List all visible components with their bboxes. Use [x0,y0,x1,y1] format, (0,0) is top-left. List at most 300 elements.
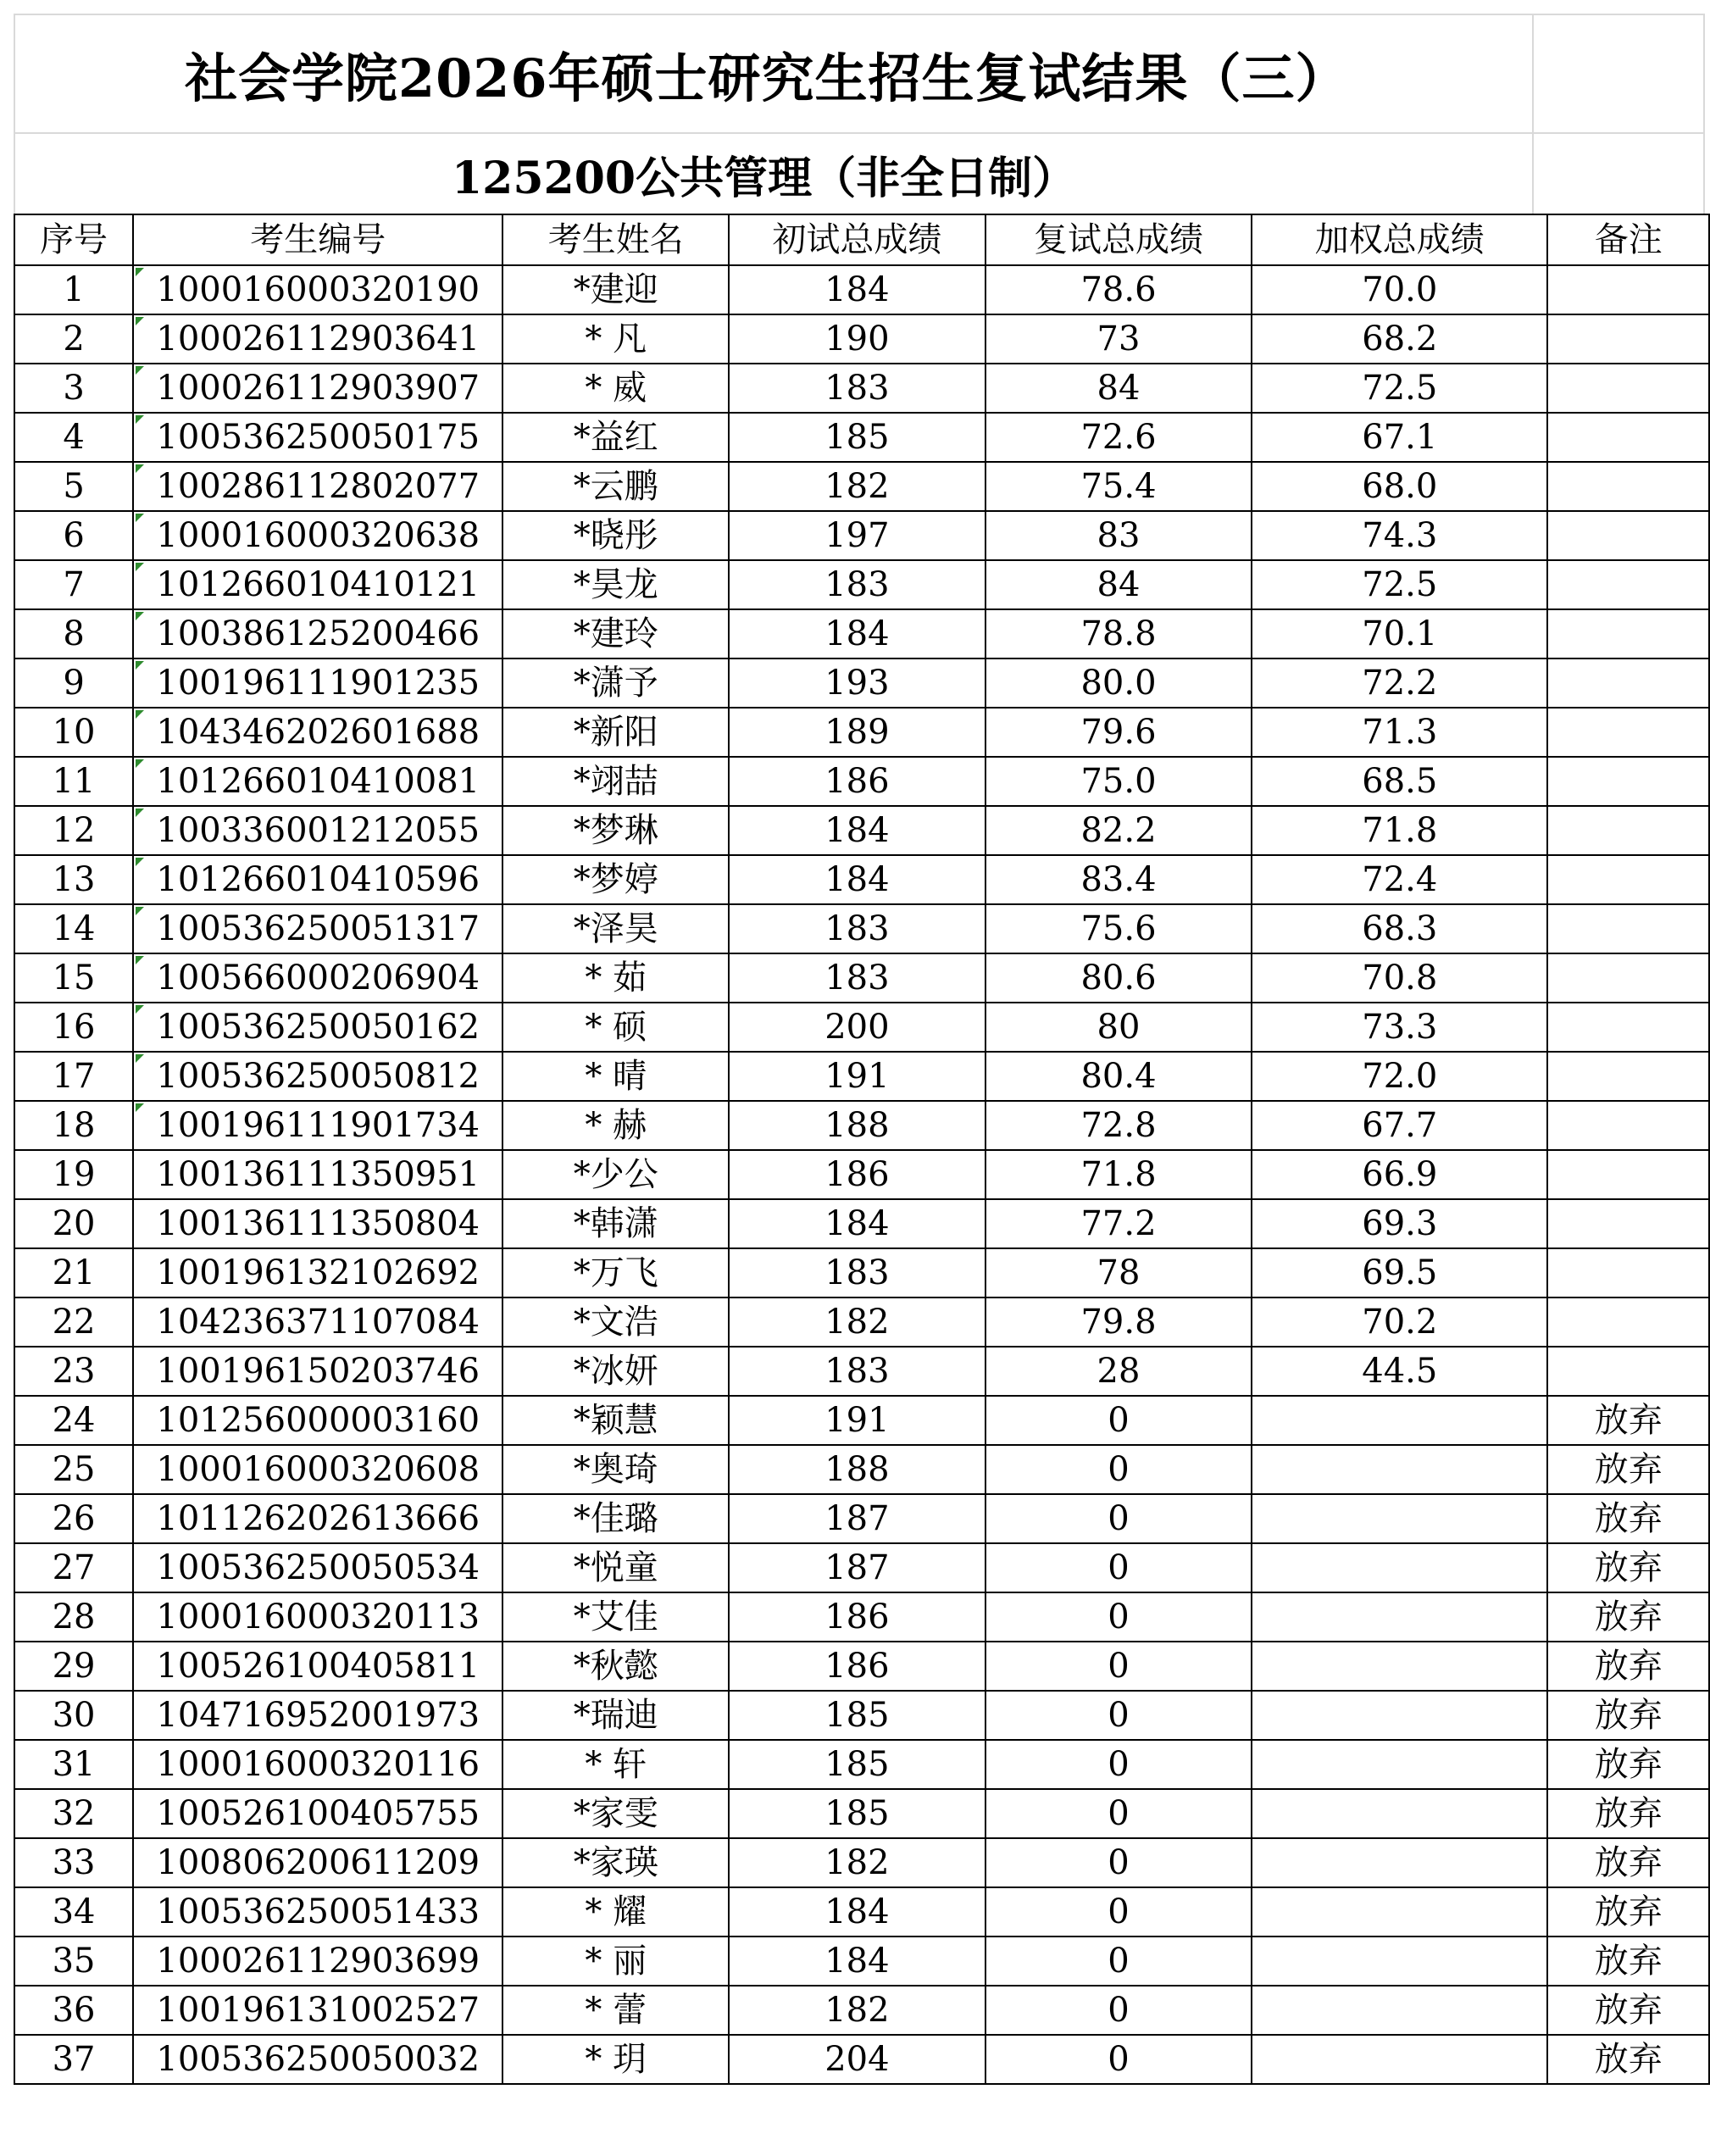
candidate-id-cell[interactable] [133,904,502,953]
candidate-id-cell[interactable] [133,1003,502,1052]
weighted-score-cell[interactable] [1252,609,1547,658]
weighted-score-cell[interactable] [1252,1199,1547,1248]
candidate-id-cell[interactable] [133,855,502,904]
note-cell[interactable] [1547,1347,1709,1396]
candidate-name-cell[interactable] [502,462,729,511]
row-number-cell[interactable] [14,1150,133,1199]
initial-score-cell[interactable] [729,609,985,658]
row-number-cell[interactable] [14,1592,133,1642]
row-number-cell[interactable] [14,1052,133,1101]
candidate-id-cell[interactable] [133,1494,502,1543]
retest-score-cell[interactable] [985,1937,1252,1986]
weighted-score-cell[interactable] [1252,708,1547,757]
table-row [14,1937,1709,1986]
weighted-score-cell[interactable] [1252,1740,1547,1789]
retest-score-cell[interactable] [985,1691,1252,1740]
note-cell[interactable] [1547,708,1709,757]
candidate-name-cell[interactable] [502,1347,729,1396]
candidate-name-cell[interactable] [502,658,729,708]
candidate-id-cell[interactable] [133,1937,502,1986]
weighted-score-cell[interactable] [1252,1592,1547,1642]
weighted-score: 68.0 [1362,467,1438,506]
note-cell[interactable] [1547,1642,1709,1691]
row-number-cell[interactable] [14,1101,133,1150]
note-cell[interactable] [1547,1199,1709,1248]
weighted-score-cell[interactable] [1252,314,1547,364]
candidate-id-cell[interactable] [133,364,502,413]
row-number-cell[interactable] [14,806,133,855]
candidate-id-cell[interactable] [133,1986,502,2035]
initial-score-cell[interactable] [729,757,985,806]
row-number-cell[interactable] [14,1691,133,1740]
candidate-name-cell[interactable] [502,904,729,953]
weighted-score-cell[interactable] [1252,1691,1547,1740]
retest-score-cell[interactable] [985,413,1252,462]
weighted-score-cell[interactable] [1252,265,1547,314]
row-number-cell[interactable] [14,609,133,658]
row-number-cell[interactable] [14,1396,133,1445]
candidate-id-cell[interactable] [133,1297,502,1347]
note-cell[interactable] [1547,1543,1709,1592]
candidate-name-cell[interactable] [502,953,729,1003]
retest-score-cell[interactable] [985,1592,1252,1642]
note-cell[interactable] [1547,1396,1709,1445]
candidate-name-cell[interactable] [502,1445,729,1494]
retest-score-cell[interactable] [985,364,1252,413]
weighted-score-cell[interactable] [1252,1003,1547,1052]
note-cell[interactable] [1547,364,1709,413]
row-number-cell[interactable] [14,265,133,314]
weighted-score-cell[interactable] [1252,462,1547,511]
table-row [14,462,1709,511]
candidate-name-cell[interactable] [502,1887,729,1937]
row-number-cell[interactable] [14,1248,133,1297]
initial-score-cell[interactable] [729,1691,985,1740]
candidate-id-cell[interactable] [133,1887,502,1937]
candidate-name-cell[interactable] [502,1150,729,1199]
candidate-id-cell[interactable] [133,1592,502,1642]
initial-score-cell[interactable] [729,2035,985,2084]
retest-score-cell[interactable] [985,1347,1252,1396]
note-cell[interactable] [1547,1986,1709,2035]
retest-score-cell[interactable] [985,1986,1252,2035]
retest-score-cell[interactable] [985,1003,1252,1052]
row-number-cell[interactable] [14,1543,133,1592]
initial-score: 183 [824,369,890,408]
note-cell[interactable] [1547,1887,1709,1937]
candidate-id: 104236371107084 [156,1303,480,1342]
text-number-warning-marker [136,268,144,276]
retest-score-cell[interactable] [985,1052,1252,1101]
retest-score-cell[interactable] [985,708,1252,757]
table-row [14,1543,1709,1592]
candidate-id-cell[interactable] [133,1691,502,1740]
note-cell[interactable] [1547,265,1709,314]
candidate-name-cell[interactable] [502,1986,729,2035]
candidate-name-cell[interactable] [502,314,729,364]
initial-score-cell[interactable] [729,413,985,462]
note-cell[interactable] [1547,1052,1709,1101]
weighted-score-cell[interactable] [1252,1789,1547,1838]
header-candidate-id[interactable]: 考生编号 [133,214,502,265]
initial-score-cell[interactable] [729,364,985,413]
note-cell[interactable] [1547,658,1709,708]
note-cell[interactable] [1547,953,1709,1003]
initial-score-cell[interactable] [729,1396,985,1445]
candidate-name-cell[interactable] [502,855,729,904]
candidate-name-cell[interactable] [502,1691,729,1740]
candidate-name-cell[interactable] [502,1494,729,1543]
candidate-name-cell[interactable] [502,1937,729,1986]
candidate-name: *秋懿 [573,1647,658,1686]
candidate-name-cell[interactable] [502,1789,729,1838]
header-retest-score[interactable]: 复试总成绩 [985,214,1252,265]
initial-score-cell[interactable] [729,1199,985,1248]
weighted-score-cell[interactable] [1252,1937,1547,1986]
retest-score-cell[interactable] [985,658,1252,708]
retest-score-cell[interactable] [985,1740,1252,1789]
retest-score-cell[interactable] [985,265,1252,314]
retest-score-cell[interactable] [985,1297,1252,1347]
note-cell[interactable] [1547,1101,1709,1150]
candidate-name-cell[interactable] [502,413,729,462]
candidate-name-cell[interactable] [502,364,729,413]
retest-score-cell[interactable] [985,1887,1252,1937]
candidate-name-cell[interactable] [502,1740,729,1789]
weighted-score-cell[interactable] [1252,1248,1547,1297]
weighted-score-cell[interactable] [1252,855,1547,904]
candidate-id-cell[interactable] [133,560,502,609]
candidate-id-cell[interactable] [133,1052,502,1101]
note-cell[interactable] [1547,1592,1709,1642]
candidate-name-cell[interactable] [502,609,729,658]
text-number-warning-marker [136,415,144,424]
weighted-score-cell[interactable] [1252,1642,1547,1691]
row-number-cell[interactable] [14,413,133,462]
initial-score-cell[interactable] [729,1789,985,1838]
candidate-id-cell[interactable] [133,1199,502,1248]
candidate-name-cell[interactable] [502,1642,729,1691]
row-number: 1 [63,270,85,309]
retest-score: 75.0 [1080,762,1157,801]
candidate-name-cell[interactable] [502,560,729,609]
weighted-score-cell[interactable] [1252,1986,1547,2035]
note-cell[interactable] [1547,1838,1709,1887]
row-number-cell[interactable] [14,1986,133,2035]
candidate-id-cell[interactable] [133,1789,502,1838]
note-cell[interactable] [1547,1003,1709,1052]
note-cell[interactable] [1547,1937,1709,1986]
retest-score: 0 [1108,1991,1130,2030]
row-number-cell[interactable] [14,1887,133,1937]
initial-score-cell[interactable] [729,314,985,364]
initial-score-cell[interactable] [729,953,985,1003]
header-initial-score[interactable]: 初试总成绩 [729,214,985,265]
note-cell[interactable] [1547,1740,1709,1789]
weighted-score-cell[interactable] [1252,1838,1547,1887]
row-number: 8 [63,614,85,653]
weighted-score-cell[interactable] [1252,413,1547,462]
retest-score-cell[interactable] [985,904,1252,953]
row-number-cell[interactable] [14,1740,133,1789]
row-number-cell[interactable] [14,855,133,904]
retest-score-cell[interactable] [985,560,1252,609]
candidate-id-cell[interactable] [133,1150,502,1199]
initial-score-cell[interactable] [729,904,985,953]
note-cell[interactable] [1547,1445,1709,1494]
row-number: 15 [52,959,96,997]
row-number-cell[interactable] [14,1789,133,1838]
retest-score-cell[interactable] [985,1642,1252,1691]
row-number-cell[interactable] [14,658,133,708]
candidate-id-cell[interactable] [133,1396,502,1445]
row-number-cell[interactable] [14,757,133,806]
candidate-id-cell[interactable] [133,708,502,757]
retest-score-cell[interactable] [985,1494,1252,1543]
retest-score-cell[interactable] [985,953,1252,1003]
note-cell[interactable] [1547,609,1709,658]
candidate-id-cell[interactable] [133,1445,502,1494]
weighted-score-cell[interactable] [1252,757,1547,806]
initial-score-cell[interactable] [729,1052,985,1101]
weighted-score-cell[interactable] [1252,658,1547,708]
candidate-id-cell[interactable] [133,658,502,708]
retest-score-cell[interactable] [985,511,1252,560]
candidate-id-cell[interactable] [133,757,502,806]
weighted-score-cell[interactable] [1252,1052,1547,1101]
candidate-name-cell[interactable] [502,806,729,855]
candidate-id-cell[interactable] [133,413,502,462]
note-cell[interactable] [1547,1248,1709,1297]
initial-score-cell[interactable] [729,1592,985,1642]
weighted-score-cell[interactable] [1252,806,1547,855]
initial-score-cell[interactable] [729,1887,985,1937]
candidate-name-cell[interactable] [502,1838,729,1887]
weighted-score-cell[interactable] [1252,953,1547,1003]
note-cell[interactable] [1547,1789,1709,1838]
retest-score-cell[interactable] [985,1150,1252,1199]
weighted-score-cell[interactable] [1252,1297,1547,1347]
candidate-name-cell[interactable] [502,1297,729,1347]
initial-score-cell[interactable] [729,1003,985,1052]
initial-score-cell[interactable] [729,1740,985,1789]
initial-score-cell[interactable] [729,1347,985,1396]
note-cell[interactable] [1547,855,1709,904]
weighted-score-cell[interactable] [1252,1445,1547,1494]
header-note[interactable]: 备注 [1547,214,1709,265]
weighted-score-cell[interactable] [1252,1101,1547,1150]
row-number-cell[interactable] [14,1838,133,1887]
weighted-score-cell[interactable] [1252,2035,1547,2084]
note-cell[interactable] [1547,1297,1709,1347]
note-cell[interactable] [1547,1150,1709,1199]
candidate-name-cell[interactable] [502,1003,729,1052]
weighted-score-cell[interactable] [1252,1347,1547,1396]
candidate-id-cell[interactable] [133,1101,502,1150]
row-number-cell[interactable] [14,1494,133,1543]
text-number-warning-marker [136,1103,144,1112]
table-row [14,1003,1709,1052]
initial-score-cell[interactable] [729,462,985,511]
initial-score-cell[interactable] [729,1248,985,1297]
retest-score-cell[interactable] [985,1543,1252,1592]
initial-score: 188 [824,1450,890,1489]
candidate-id-cell[interactable] [133,462,502,511]
note-cell[interactable] [1547,462,1709,511]
retest-score-cell[interactable] [985,1396,1252,1445]
candidate-id: 100196150203746 [156,1352,480,1391]
row-number-cell[interactable] [14,314,133,364]
candidate-name-cell[interactable] [502,1396,729,1445]
candidate-name-cell[interactable] [502,1052,729,1101]
retest-score-cell[interactable] [985,1838,1252,1887]
candidate-id-cell[interactable] [133,1543,502,1592]
note-cell[interactable] [1547,1691,1709,1740]
results-table [14,214,1710,2085]
candidate-id-cell[interactable] [133,2035,502,2084]
candidate-name-cell[interactable] [502,708,729,757]
weighted-score-cell[interactable] [1252,1150,1547,1199]
initial-score-cell[interactable] [729,806,985,855]
row-number-cell[interactable] [14,364,133,413]
note-cell[interactable] [1547,413,1709,462]
initial-score-cell[interactable] [729,1986,985,2035]
note: 放弃 [1594,1843,1663,1882]
header-weighted-score[interactable]: 加权总成绩 [1252,214,1547,265]
retest-score: 78.8 [1080,614,1157,653]
row-number-cell[interactable] [14,1445,133,1494]
retest-score-cell[interactable] [985,1199,1252,1248]
row-number-cell[interactable] [14,511,133,560]
retest-score-cell[interactable] [985,855,1252,904]
candidate-name-cell[interactable] [502,1248,729,1297]
row-number-cell[interactable] [14,1199,133,1248]
weighted-score-cell[interactable] [1252,904,1547,953]
initial-score-cell[interactable] [729,1297,985,1347]
retest-score-cell[interactable] [985,757,1252,806]
row-number-cell[interactable] [14,1347,133,1396]
note-cell[interactable] [1547,904,1709,953]
candidate-id-cell[interactable] [133,511,502,560]
candidate-name: *艾佳 [573,1598,658,1636]
weighted-score-cell[interactable] [1252,1887,1547,1937]
row-number-cell[interactable] [14,2035,133,2084]
note-cell[interactable] [1547,806,1709,855]
candidate-name-cell[interactable] [502,511,729,560]
candidate-name-cell[interactable] [502,757,729,806]
candidate-name-cell[interactable] [502,1592,729,1642]
row-number-cell[interactable] [14,1297,133,1347]
note: 放弃 [1594,1450,1663,1489]
candidate-name-cell[interactable] [502,2035,729,2084]
header-no[interactable]: 序号 [14,214,133,265]
candidate-id-cell[interactable] [133,314,502,364]
row-number-cell[interactable] [14,953,133,1003]
row-number-cell[interactable] [14,1642,133,1691]
text-number-warning-marker [136,710,144,719]
row-number: 18 [52,1106,96,1145]
initial-score-cell[interactable] [729,1543,985,1592]
row-number-cell[interactable] [14,1003,133,1052]
weighted-score-cell[interactable] [1252,1494,1547,1543]
row-number-cell[interactable] [14,904,133,953]
row-number: 3 [63,369,85,408]
note-cell[interactable] [1547,511,1709,560]
note: 放弃 [1594,1499,1663,1538]
retest-score: 0 [1108,1450,1130,1489]
note-cell[interactable] [1547,560,1709,609]
initial-score-cell[interactable] [729,265,985,314]
retest-score-cell[interactable] [985,1789,1252,1838]
candidate-id-cell[interactable] [133,806,502,855]
retest-score-cell[interactable] [985,806,1252,855]
retest-score-cell[interactable] [985,462,1252,511]
candidate-id-cell[interactable] [133,1347,502,1396]
weighted-score-cell[interactable] [1252,364,1547,413]
note-cell[interactable] [1547,2035,1709,2084]
retest-score-cell[interactable] [985,1101,1252,1150]
initial-score-cell[interactable] [729,1838,985,1887]
initial-score-cell[interactable] [729,511,985,560]
candidate-name-cell[interactable] [502,1199,729,1248]
retest-score-cell[interactable] [985,314,1252,364]
candidate-id-cell[interactable] [133,1248,502,1297]
note-cell[interactable] [1547,1494,1709,1543]
initial-score-cell[interactable] [729,708,985,757]
initial-score-cell[interactable] [729,1642,985,1691]
candidate-id-cell[interactable] [133,1838,502,1887]
weighted-score-cell[interactable] [1252,1543,1547,1592]
candidate-name-cell[interactable] [502,265,729,314]
weighted-score-cell[interactable] [1252,511,1547,560]
initial-score-cell[interactable] [729,1101,985,1150]
note-cell[interactable] [1547,757,1709,806]
initial-score-cell[interactable] [729,855,985,904]
candidate-name: *韩潇 [573,1204,658,1243]
candidate-id-cell[interactable] [133,953,502,1003]
candidate-id-cell[interactable] [133,609,502,658]
retest-score-cell[interactable] [985,1445,1252,1494]
candidate-name-cell[interactable] [502,1543,729,1592]
candidate-name: *家雯 [573,1794,658,1833]
row-number-cell[interactable] [14,1937,133,1986]
table-row [14,265,1709,314]
candidate-id-cell[interactable] [133,1642,502,1691]
retest-score-cell[interactable] [985,1248,1252,1297]
initial-score-cell[interactable] [729,1494,985,1543]
initial-score-cell[interactable] [729,658,985,708]
candidate-id: 101266010410596 [156,860,480,899]
note-cell[interactable] [1547,314,1709,364]
table-row [14,1199,1709,1248]
header-candidate-name[interactable]: 考生姓名 [502,214,729,265]
initial-score-cell[interactable] [729,1937,985,1986]
initial-score-cell[interactable] [729,1150,985,1199]
weighted-score: 72.5 [1362,565,1438,604]
weighted-score-cell[interactable] [1252,560,1547,609]
candidate-id-cell[interactable] [133,1740,502,1789]
row-number-cell[interactable] [14,708,133,757]
initial-score-cell[interactable] [729,560,985,609]
retest-score-cell[interactable] [985,609,1252,658]
row-number-cell[interactable] [14,462,133,511]
retest-score-cell[interactable] [985,2035,1252,2084]
weighted-score-cell[interactable] [1252,1396,1547,1445]
candidate-name-cell[interactable] [502,1101,729,1150]
row-number-cell[interactable] [14,560,133,609]
initial-score-cell[interactable] [729,1445,985,1494]
candidate-id-cell[interactable] [133,265,502,314]
